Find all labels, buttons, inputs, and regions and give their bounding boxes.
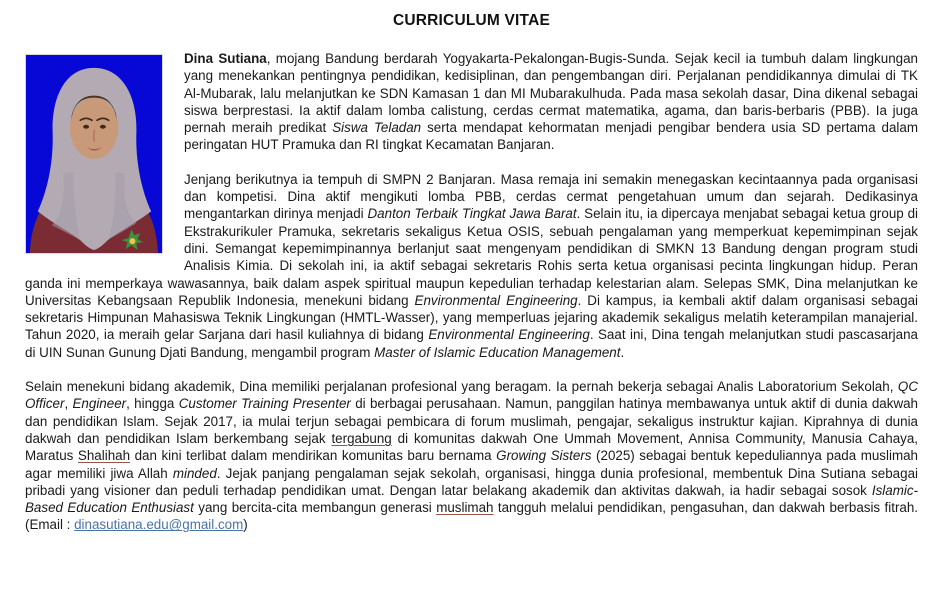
text-segment: . Jejak panjang pengalaman sejak sekolah, organisasi, hingga dunia profesional, membentuk Dina Sutiana sebagai pribadi yang visioner dan peduli terhadap pendidikan umat. Dengan latar belakang akademik dan aktivitas dakwah, ia hadir sebagai sosok [25,465,918,498]
text-segment: dan kini terlibat dalam mendirikan komunitas baru bernama [130,448,497,464]
profile-photo [25,54,163,254]
portrait-illustration [26,55,162,253]
text-segment: Islamic-Based Education Enthusiast [25,482,918,516]
text-segment: QC Officer [25,379,918,412]
text-segment: minded [172,465,217,481]
text-segment: Growing Sisters [496,448,592,464]
text-segment: ) [243,517,248,533]
text-segment: , mojang Bandung berdarah Yogyakarta-Pekalongan-Bugis-Sunda. Sejak kecil ia tumbuh dalam lingkungan yang menekankan pentingnya pendidikan, kedisiplinan, dan pengembangan diri. Perjalanan pendidikannya dimulai di TK Al-Mubarak, lalu melanjutkan ke SDN Kamasan 1 dan MI Mubarakulhuda. Pada masa sekolah dasar, Dina dikenal sebagai siswa berprestasi. Ia aktif dalam lomba calistung, cerdas cermat matematika, agama, dan baris-berbaris (PBB). Ia juga pernah meraih predikat [184,51,918,136]
paragraph-career [25,378,918,534]
text-segment: serta mendapat kehormatan menjadi pengibar bendera usia SD pertama dalam peringatan HUT Pramuka dan RI tingkat Kecamatan Banjaran. [184,120,918,153]
text-segment: di komunitas dakwah One Ummah Movement, Annisa Community, Manusia Cahaya, Maratus [25,430,919,464]
text-segment: . [620,344,625,360]
text-segment: Master of Islamic Education Management [374,344,621,360]
text-segment: yang bercita-cita membangun generasi [193,500,437,516]
page-title: CURRICULUM VITAE [392,12,551,29]
text-segment: muslimah [436,500,494,516]
cv-body [25,50,918,534]
text-segment: Selain menekuni bidang akademik, Dina memiliki perjalanan profesional yang beragam. Ia pernah bekerja sebagai Analis Laboratorium Sekolah, [25,379,898,395]
email-link[interactable]: dinasutiana.edu@gmail.com [74,517,244,533]
text-segment: tangguh melalui pendidikan, pengasuhan, dan dakwah berbasis fitrah. (Email : [25,500,919,533]
text-segment: (2025) sebagai bentuk kepeduliannya pada muslimah agar memiliki jiwa Allah [25,448,918,481]
text-segment: tergabung [331,430,392,446]
text-segment: . Selain itu, ia dipercaya menjabat sebagai ketua group di Ekstrakurikuler Pramuka, sekretaris sekaligus Ketua OSIS, sebuah pengalaman yang memperkuat kepemimpinan sejak dini. Semangat kepemimpinannya berlanjut saat mengenyam pendidikan di SMKN 13 Bandung dengan program studi Analisis Kimia. Di sekolah ini, ia aktif sebagai sekretaris Rohis serta ketua organisasi pecinta lingkungan hidup. Peran ganda ini memperkaya wawasannya, baik dalam aspek spiritual maupun kepedulian terhadap kelestarian alam. Selepas SMK, Dina melanjutkan ke Universitas Kebangsaan Republik Indonesia, menekuni bidang [25,206,918,308]
text-segment: , hingga [126,396,179,412]
text-segment: Environmental Engineering [428,327,590,343]
text-segment: . Di kampus, ia kembali aktif dalam organisasi sebagai sekretaris Himpunan Mahasiswa Teknik Lingkungan (HMTL-Wasser), yang memperluas jejaring akademik sekaligus melatih keterampilan manajerial. Tahun 2020, ia meraih gelar Sarjana dari hasil kuliahnya di bidang [25,292,918,343]
text-segment: . Saat ini, Dina tengah melanjutkan studi pascasarjana di UIN Sunan Gunung Djati Bandung, mengambil program [25,327,918,360]
text-segment: Jenjang berikutnya ia tempuh di SMPN 2 Banjaran. Masa remaja ini semakin menegaskan kecintaannya pada organisasi dan kompetisi. Dina aktif mengikuti lomba PBB, cerdas cermat pengetahuan umum dan sejarah. Dedikasinya mengantarkan dirinya menjadi [184,171,918,222]
text-segment: di berbagai perusahaan. Namun, panggilan hatinya membawanya untuk aktif di dunia dakwah dan pendidikan Islam. Sejak 2017, ia mulai terjun sebagai pembicara di forum muslimah, pengajar, sekaligus instruktur kajian. Kiprahnya di dunia dakwah dan pendidikan Islam berkembang sejak [25,396,919,446]
text-segment: , [64,396,73,412]
text-segment: Shalihah [77,448,131,464]
text-segment: Dina Sutiana [184,51,267,66]
text-segment: Engineer [72,396,127,412]
text-segment: Environmental Engineering [414,292,578,308]
text-segment: Customer Training Presenter [178,396,351,412]
text-segment: Siswa Teladan [332,120,422,136]
text-segment: Danton Terbaik Tingkat Jawa Barat [367,206,577,222]
